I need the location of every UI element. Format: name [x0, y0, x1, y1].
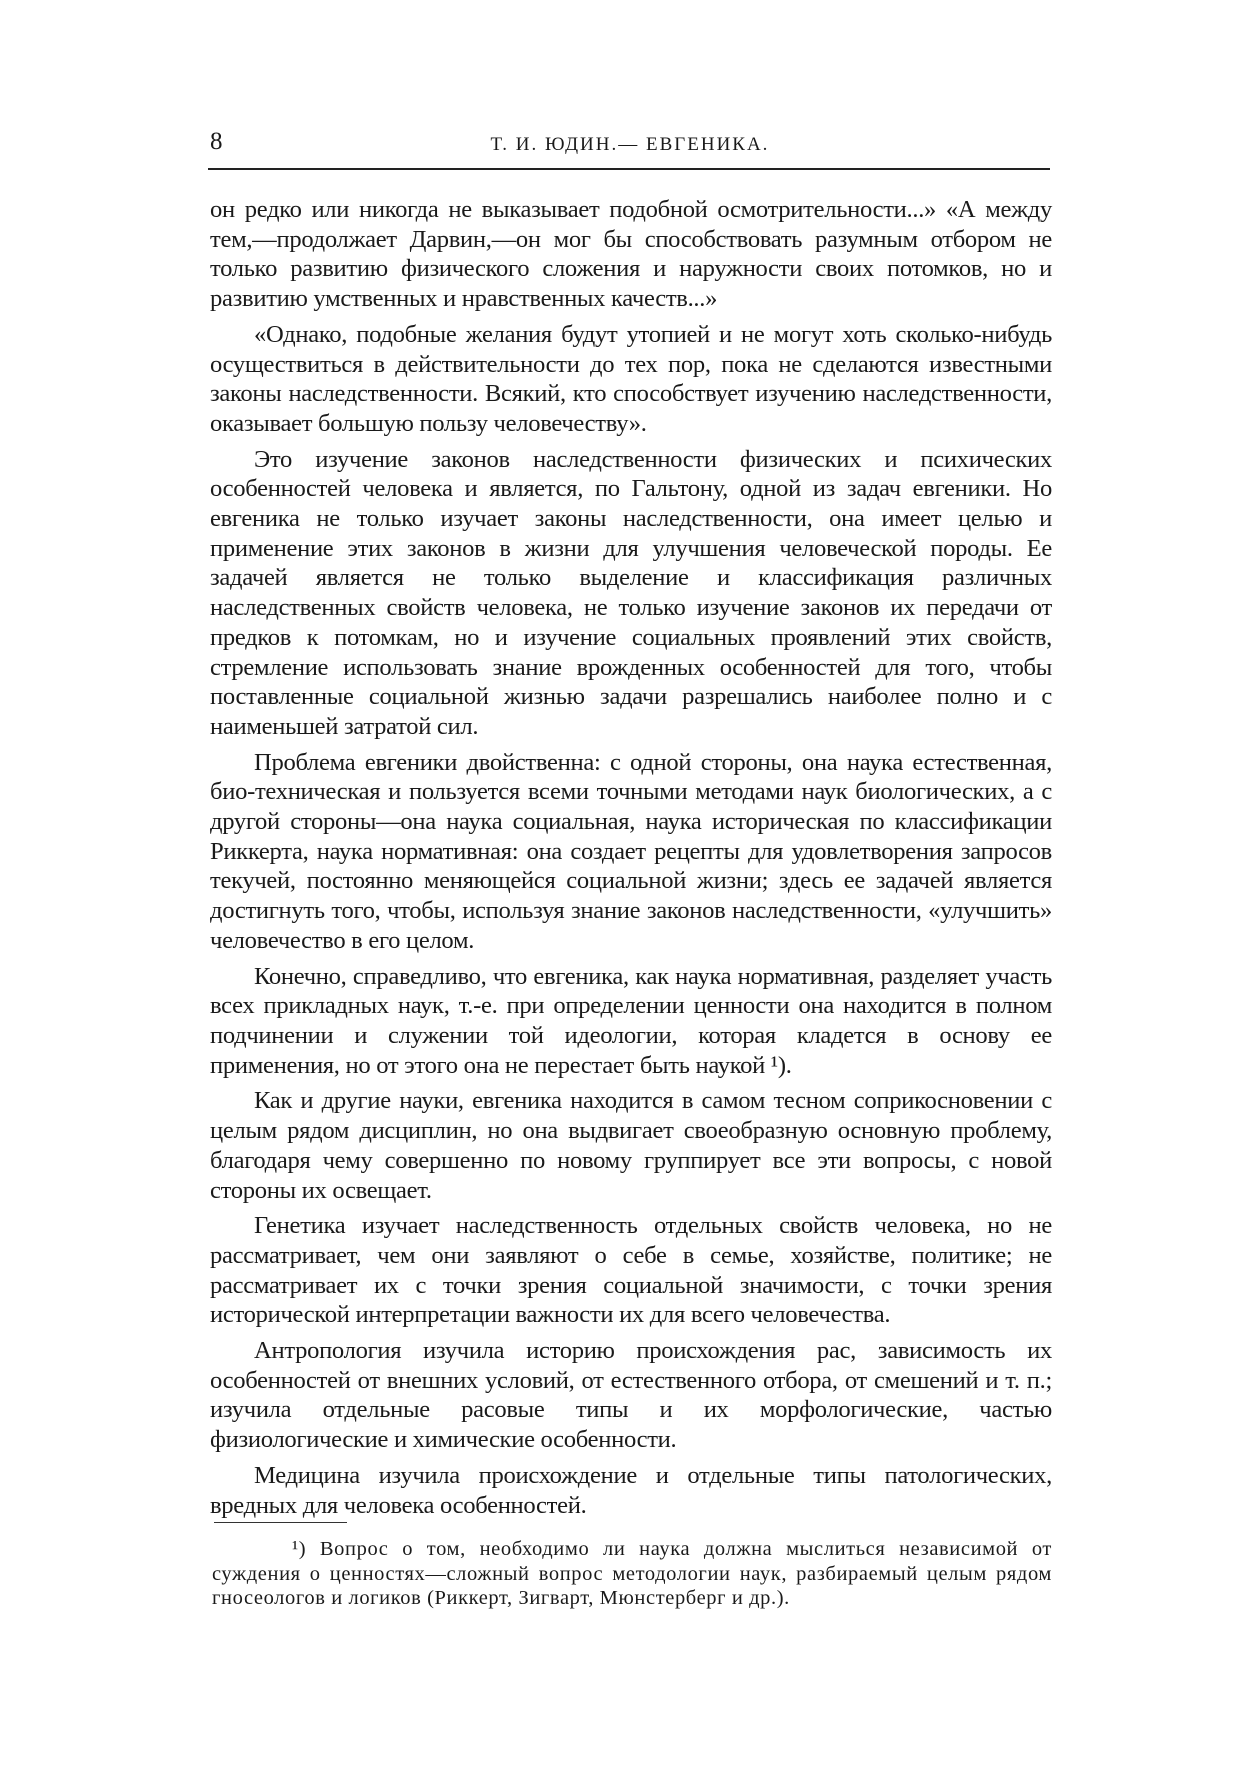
paragraph: Это изучение законов наследственности физических и психических особенностей человека и является, по Гальтону, одной из задач евгеники. Но евгеника не только изучает законы наследственности, она имеет целью и применение этих законов в жизни для улучшения человеческой породы. Ее задачей является не только выделение и классификация различных наследственных свойств человека, не только изучение законов их передачи от предков к потомкам, но и изучение социальных проявлений этих свойств, стремление использовать знание врожденных особенностей для того, чтобы поставленные социальной жизнью задачи разрешались наиболее полно и с наименьшей затратой сил.	[210, 445, 1052, 740]
paragraph: Проблема евгеники двойственна: с одной стороны, она наука естественная, био-техническая и пользуется всеми точными методами наук биологических, а с другой стороны—она наука социальная, наука историческая по классификации Риккерта, наука нормативная: она создает рецепты для удовлетворения запросов текучей, постоянно меняющейся социальной жизни; здесь ее задачей является достигнуть того, чтобы, используя знание законов наследственности, «улучшить» человечество в его целом.	[210, 748, 1052, 954]
footnote: ¹) Вопрос о том, необходимо ли наука должна мыслиться независимой от суждения о ценностях—сложный вопрос методологии наук, разбираемый целым рядом гносеологов и логиков (Риккерт, Зигварт, Мюнстерберг и др.).	[212, 1538, 1052, 1609]
paragraph: Конечно, справедливо, что евгеника, как наука нормативная, разделяет участь всех прикладных наук, т.-е. при определении ценности она находится в полном подчинении и служении той идеологии, которая кладется в основу ее применения, но от этого она не перестает быть наукой ¹).	[210, 962, 1052, 1079]
paragraph: «Однако, подобные желания будут утопией и не могут хоть сколько-нибудь осуществиться в действительности до тех пор, пока не сделаются известными законы наследственности. Всякий, кто способствует изучению наследственности, оказывает большую пользу человечеству».	[210, 320, 1052, 437]
paragraph: Генетика изучает наследственность отдельных свойств человека, но не рассматривает, чем они заявляют о себе в семье, хозяйстве, политике; не рассматривает их с точки зрения социальной значимости, с точки зрения исторической интерпретации важности их для всего человечества.	[210, 1212, 1052, 1329]
footnote-rule	[214, 1522, 347, 1523]
page-header	[210, 128, 1050, 168]
running-title: Т. И. ЮДИН.— ЕВГЕНИКА.	[490, 134, 770, 155]
paragraph: он редко или никогда не выказывает подобной осмотрительности...» «А между тем,—продолжает Дарвин,—он мог бы способствовать разумным отбором не только развитию физического сложения и наружности своих потомков, но и развитию умственных и нравственных качеств...»	[210, 196, 1052, 313]
paragraph: Антропология изучила историю происхождения рас, зависимость их особенностей от внешних условий, от естественного отбора, от смешений и т. п.; изучила отдельные расовые типы и их морфологические, частью физиологические и химические особенности.	[210, 1337, 1052, 1454]
paragraph: Медицина изучила происхождение и отдельные типы патологических, вредных для человека особенностей.	[210, 1461, 1052, 1519]
footnotes	[212, 1537, 1052, 1611]
paragraph: Как и другие науки, евгеника находится в самом тесном соприкосновении с целым рядом дисциплин, но она выдвигает своеобразную основную проблему, благодаря чему совершенно по новому группирует все эти вопросы, с новой стороны их освещает.	[210, 1087, 1052, 1204]
body-text	[210, 195, 1052, 1526]
header-rule	[208, 168, 1050, 170]
page-number: 8	[210, 128, 223, 155]
